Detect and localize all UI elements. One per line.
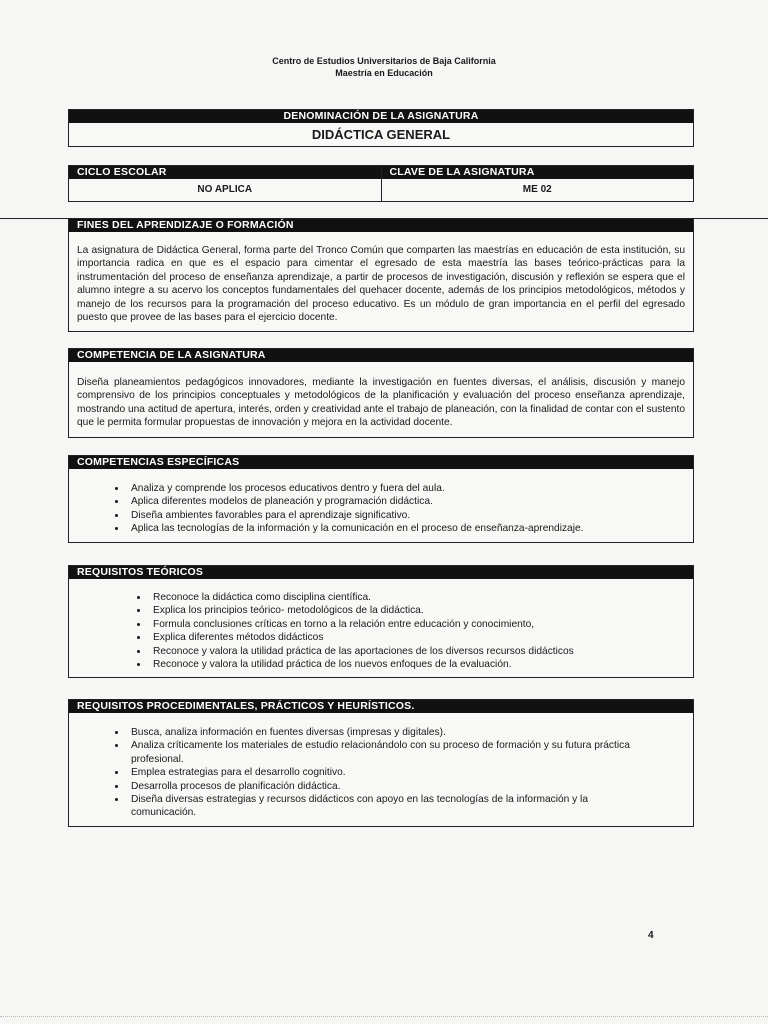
theory-label: REQUISITOS TEÓRICOS — [69, 566, 693, 579]
subject-name: DIDÁCTICA GENERAL — [311, 127, 451, 142]
list-item: • Reconoce y valora la utilidad práctica de las aportaciones de los diversos recursos didácticos — [149, 645, 685, 658]
key-column — [381, 166, 694, 201]
program-name: Maestría en Educación — [335, 68, 433, 78]
purposes-section — [68, 218, 694, 332]
cycle-key-section — [68, 165, 694, 202]
specific-label: COMPETENCIAS ESPECÍFICAS — [69, 456, 693, 469]
list-item: • Formula conclusiones críticas en torno a la relación entre educación y conocimiento, — [149, 618, 685, 631]
purposes-label: FINES DEL APRENDIZAJE O FORMACIÓN — [69, 219, 693, 232]
cycle-value: NO APLICA — [197, 184, 253, 195]
specific-list — [69, 469, 693, 542]
procedural-label: REQUISITOS PROCEDIMENTALES, PRÁCTICOS Y HEURÍSTICOS. — [69, 700, 693, 713]
procedural-section — [68, 699, 694, 827]
list-item: • Aplica diferentes modelos de planeación y programación didáctica. — [127, 495, 685, 508]
procedural-list — [69, 713, 693, 826]
list-item: • Analiza críticamente los materiales de estudio relacionándolo con su proceso de formación y su futura práctica profesional. — [127, 739, 653, 766]
scan-edge — [0, 1016, 768, 1017]
key-value: ME 02 — [522, 184, 552, 195]
key-label: CLAVE DE LA ASIGNATURA — [382, 166, 694, 179]
cycle-label: CICLO ESCOLAR — [69, 166, 381, 179]
document-header — [0, 55, 768, 79]
list-item: • Busca, analiza información en fuentes diversas (impresas y digitales). — [127, 726, 653, 739]
list-item: • Aplica las tecnologías de la información y la comunicación en el proceso de enseñanza-aprendizaje. — [127, 522, 685, 535]
cycle-column — [69, 166, 381, 201]
list-item: • Explica diferentes métodos didácticos — [149, 631, 685, 644]
subject-section — [68, 109, 694, 147]
list-item: • Explica los principios teórico- metodológicos de la didáctica. — [149, 604, 685, 617]
competence-section — [68, 348, 694, 438]
list-item: • Emplea estrategias para el desarrollo cognitivo. — [127, 766, 653, 779]
list-item: • Reconoce y valora la utilidad práctica de los nuevos enfoques de la evaluación. — [149, 658, 685, 671]
list-item: • Diseña diversas estrategias y recursos didácticos con apoyo en las tecnologías de la información y la comunicación. — [127, 793, 653, 820]
specific-section — [68, 455, 694, 543]
subject-label: DENOMINACIÓN DE LA ASIGNATURA — [69, 110, 693, 123]
list-item: • Desarrolla procesos de planificación didáctica. — [127, 780, 653, 793]
competence-text: Diseña planeamientos pedagógicos innovadores, mediante la investigación en fuentes diversas, el análisis, discusión y manejo comprensivo de los principios conceptuales y metodológicos de la planificación y evaluación del proceso enseñanza aprendizaje, mostrando una actitud de apertura, interés, orden y creatividad ante el trabajo de planeación, con la finalidad de contar con el sustento que le permita formular propuestas de innovación y mejora en la actividad docente. — [77, 377, 685, 429]
scan-line-right — [692, 218, 768, 219]
list-item: • Analiza y comprende los procesos educativos dentro y fuera del aula. — [127, 482, 685, 495]
institution-name: Centro de Estudios Universitarios de Baja California — [272, 56, 496, 66]
page-number: 4 — [648, 930, 654, 941]
theory-section — [68, 565, 694, 678]
scan-line-left — [0, 218, 70, 219]
list-item: • Diseña ambientes favorables para el aprendizaje significativo. — [127, 509, 685, 522]
list-item: • Reconoce la didáctica como disciplina científica. — [149, 591, 685, 604]
purposes-text: La asignatura de Didáctica General, forma parte del Tronco Común que comparten las maestrías en educación de esta institución, su importancia radica en que es el espacio para cimentar el egresado de esta maestría las bases teórico-prácticas para la instrumentación del proceso de enseñanza aprendizaje, a partir de procesos de investigación, discusión y reflexión se espera que el alumno integre a su acervo los conceptos fundamentales del quehacer docente, además de los principios metodológicos, métodos y manejo de los recursos para la programación del proceso educativo. Es un módulo de gran importancia en el perfil del egresado puesto que provee de las bases para el ejercicio docente. — [77, 245, 685, 324]
competence-label: COMPETENCIA DE LA ASIGNATURA — [69, 349, 693, 362]
theory-list — [69, 579, 693, 677]
